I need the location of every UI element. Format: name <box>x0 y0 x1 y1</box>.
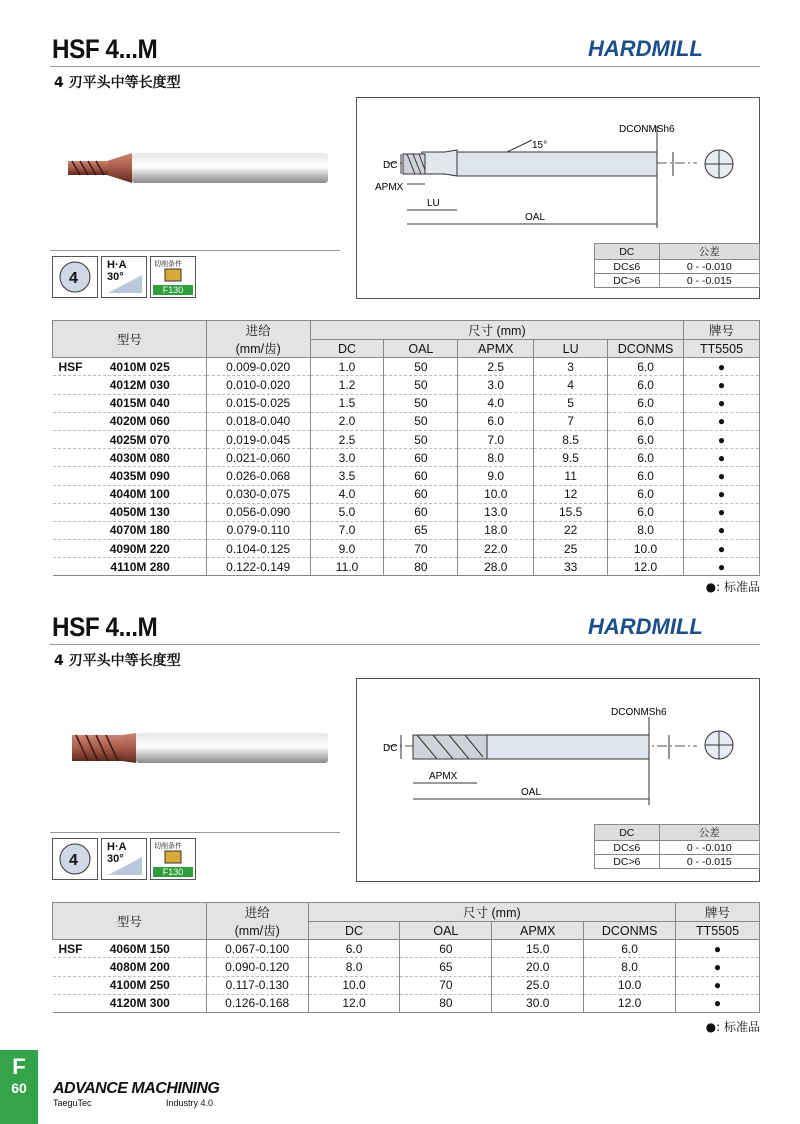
svg-text:OAL: OAL <box>521 787 542 798</box>
table-cell: 5 <box>534 394 608 412</box>
table-cell: 3.0 <box>310 449 384 467</box>
model-cell: 4110M 280 <box>53 558 207 576</box>
table-cell: 9.0 <box>310 540 384 558</box>
table-cell: ● <box>684 376 760 394</box>
table-cell: 10.0 <box>608 540 684 558</box>
table-cell: 22.0 <box>458 540 534 558</box>
table-cell: 3 <box>534 358 608 376</box>
table-cell: ● <box>684 521 760 539</box>
table-cell: 12.0 <box>584 994 676 1012</box>
table-cell: 8.5 <box>534 430 608 448</box>
svg-text:DCONMSh6: DCONMSh6 <box>611 707 667 718</box>
table-cell: 70 <box>384 540 458 558</box>
table-cell: 3.0 <box>458 376 534 394</box>
table-row <box>53 430 760 448</box>
svg-text:LU: LU <box>427 198 440 209</box>
table-cell: 50 <box>384 376 458 394</box>
model-cell: 4040M 100 <box>53 485 207 503</box>
table-cell: 6.0 <box>458 412 534 430</box>
helix-angle-icon-2: H·A 30° <box>101 838 147 880</box>
table-cell: 2.0 <box>310 412 384 430</box>
table-cell: 60 <box>384 467 458 485</box>
svg-text:APMX: APMX <box>375 182 404 193</box>
table-cell: ● <box>684 485 760 503</box>
table-cell: ● <box>684 467 760 485</box>
svg-text:4: 4 <box>69 852 78 869</box>
table-cell: 50 <box>384 358 458 376</box>
table-cell: 11 <box>534 467 608 485</box>
table-cell: 7 <box>534 412 608 430</box>
table-cell: 8.0 <box>308 958 400 976</box>
table-cell: 8.0 <box>458 449 534 467</box>
svg-text:4: 4 <box>69 270 78 287</box>
model-cell: 4030M 080 <box>53 449 207 467</box>
table-cell: 0.117-0.130 <box>206 976 308 994</box>
table-cell: 2.5 <box>458 358 534 376</box>
table-row <box>53 449 760 467</box>
table-row <box>53 503 760 521</box>
table-row <box>53 412 760 430</box>
table-cell: ● <box>684 412 760 430</box>
table-cell: 20.0 <box>492 958 584 976</box>
table-cell: ● <box>684 430 760 448</box>
table-cell: 3.5 <box>310 467 384 485</box>
table-cell: 0.026-0.068 <box>206 467 310 485</box>
model-cell: 4090M 220 <box>53 540 207 558</box>
table-cell: 50 <box>384 430 458 448</box>
table-cell: 12.0 <box>308 994 400 1012</box>
table-row <box>53 467 760 485</box>
section1-title: HSF 4...M <box>52 34 158 64</box>
svg-text:HARDMILL: HARDMILL <box>588 36 703 61</box>
table-cell: 11.0 <box>310 558 384 576</box>
section-tab: F 60 <box>0 1050 38 1124</box>
table-cell: ● <box>684 358 760 376</box>
table-row <box>53 558 760 576</box>
table-row <box>53 376 760 394</box>
table-row <box>53 540 760 558</box>
table-cell: 4.0 <box>458 394 534 412</box>
model-cell: 4100M 250 <box>53 976 207 994</box>
table-cell: 9.0 <box>458 467 534 485</box>
header-rule <box>50 66 760 67</box>
spec-table-2: 型号 进给 (mm/齿) 尺寸 (mm) 牌号 DC OAL APMX DCONMS TT5505 HSF 4060M 150 0.067-0.100 6.0 60 15.0 6.0 ● 4080M 200 0.090-0.120 8.0 65 20.0 8.0 ● 4100M 250 0.117-0.130 10.0 70 25.0 10.0 ● 4120M 300 0.126-0.168 12.0 80 30.0 12.0 ● <box>52 902 760 1013</box>
table-cell: 70 <box>400 976 492 994</box>
table-cell: 7.0 <box>458 430 534 448</box>
table-cell: ● <box>676 958 760 976</box>
table-cell: 22 <box>534 521 608 539</box>
table-cell: 6.0 <box>608 358 684 376</box>
table-cell: 28.0 <box>458 558 534 576</box>
helix-angle-icon: H·A 30° <box>101 256 147 298</box>
table-cell: ● <box>684 540 760 558</box>
hardmill-logo <box>588 32 763 64</box>
table-row <box>53 958 760 976</box>
table-cell: 5.0 <box>310 503 384 521</box>
table-cell: 50 <box>384 394 458 412</box>
table-cell: 10.0 <box>458 485 534 503</box>
table-cell: 0.030-0.075 <box>206 485 310 503</box>
table-cell: 33 <box>534 558 608 576</box>
table-cell: 15.5 <box>534 503 608 521</box>
table-cell: 6.0 <box>608 503 684 521</box>
cutting-condition-icon: 切削条件 F130 <box>150 256 196 298</box>
table-row <box>53 394 760 412</box>
table-cell: 6.0 <box>608 430 684 448</box>
table-cell: 4 <box>534 376 608 394</box>
legend-note-1: ●: 标准品 <box>705 580 760 594</box>
spec-table-1: 型号 进给 (mm/齿) 尺寸 (mm) 牌号 DC OAL APMX LU DCONMS TT5505 HSF 4010M 025 0.009-0.020 1.0 50 2.5 3 6.0 ● 4012M 030 0.010-0.020 1.2 50 3.0 4 6.0 ● 4015M 040 0.015-0.025 1.5 50 4.0 5 6.0 ● 4020M 060 0.018-0.040 2.0 50 6.0 7 6.0 ● 4025M 070 0.019-0.045 2.5 50 7.0 8.5 6.0 ● 4030M 080 0.021-0.060 3.0 60 8.0 9.5 6.0 ● 4035M 090 0.026-0.068 3.5 60 9.0 11 6.0 ● 4040M 100 0.030-0.075 4.0 60 10.0 12 6.0 ● 4050M 130 0.056-0.090 5.0 60 13.0 15.5 6.0 ● 4070M 180 0.079-0.110 7.0 65 18.0 22 8.0 ● 4090M 220 0.104-0.125 9.0 70 22.0 25 10.0 ● 4110M 280 0.122-0.149 11.0 80 28.0 33 12.0 ● <box>52 320 760 576</box>
tool-image-2 <box>62 730 332 766</box>
table-cell: 1.5 <box>310 394 384 412</box>
table-cell: ● <box>684 558 760 576</box>
table-cell: 60 <box>384 485 458 503</box>
table-cell: 0.015-0.025 <box>206 394 310 412</box>
table-cell: ● <box>676 976 760 994</box>
table-cell: ● <box>684 503 760 521</box>
model-cell: 4012M 030 <box>53 376 207 394</box>
table-cell: 0.104-0.125 <box>206 540 310 558</box>
table-cell: 1.2 <box>310 376 384 394</box>
table-cell: 1.0 <box>310 358 384 376</box>
table-cell: 25 <box>534 540 608 558</box>
table-cell: 6.0 <box>608 412 684 430</box>
table-cell: 65 <box>384 521 458 539</box>
flute-count-icon <box>52 256 98 298</box>
table-row <box>53 521 760 539</box>
table-cell: 9.5 <box>534 449 608 467</box>
tolerance-table-2: DC 公差 DC≤6 0 - -0.010 DC>6 0 - -0.015 <box>594 824 760 869</box>
table-cell: 4.0 <box>310 485 384 503</box>
table-cell: 6.0 <box>308 940 400 958</box>
table-cell: ● <box>684 449 760 467</box>
table-cell: 15.0 <box>492 940 584 958</box>
table-cell: 0.090-0.120 <box>206 958 308 976</box>
table-cell: 6.0 <box>608 376 684 394</box>
table-cell: 12.0 <box>608 558 684 576</box>
model-cell: 4050M 130 <box>53 503 207 521</box>
table-cell: 8.0 <box>608 521 684 539</box>
table-row <box>53 940 760 958</box>
table-cell: ● <box>676 940 760 958</box>
table-row <box>53 485 760 503</box>
table-cell: 0.021-0.060 <box>206 449 310 467</box>
table-cell: 0.010-0.020 <box>206 376 310 394</box>
table-cell: 65 <box>400 958 492 976</box>
svg-text:DCONMSh6: DCONMSh6 <box>619 124 675 135</box>
advance-machining-logo: ADVANCE MACHINING TaeguTec Industry 4.0 <box>53 1080 220 1108</box>
hardmill-logo-2 <box>588 610 763 642</box>
section2-title: HSF 4...M <box>52 612 158 642</box>
model-cell: 4015M 040 <box>53 394 207 412</box>
table-cell: 0.079-0.110 <box>206 521 310 539</box>
model-cell: 4070M 180 <box>53 521 207 539</box>
legend-note-2: ●: 标准品 <box>705 1020 760 1034</box>
table-cell: 6.0 <box>608 449 684 467</box>
table-cell: ● <box>676 994 760 1012</box>
model-cell: 4020M 060 <box>53 412 207 430</box>
table-cell: ● <box>684 394 760 412</box>
table-cell: 0.019-0.045 <box>206 430 310 448</box>
table-row <box>53 994 760 1012</box>
table-cell: 30.0 <box>492 994 584 1012</box>
model-cell: HSF 4060M 150 <box>53 940 207 958</box>
section2-subtitle: 4 刃平头中等长度型 <box>54 653 181 669</box>
table-cell: 25.0 <box>492 976 584 994</box>
table-cell: 0.126-0.168 <box>206 994 308 1012</box>
table-cell: 6.0 <box>584 940 676 958</box>
tolerance-table-1: DC 公差 DC≤6 0 - -0.010 DC>6 0 - -0.015 <box>594 243 760 288</box>
table-cell: 60 <box>400 940 492 958</box>
svg-text:OAL: OAL <box>525 212 546 223</box>
model-cell: 4035M 090 <box>53 467 207 485</box>
cutting-condition-icon-2: 切削条件 F130 <box>150 838 196 880</box>
tool-image-1 <box>62 150 332 186</box>
table-cell: 2.5 <box>310 430 384 448</box>
table-row <box>53 976 760 994</box>
table-cell: 80 <box>384 558 458 576</box>
table-cell: 10.0 <box>308 976 400 994</box>
table-cell: 0.009-0.020 <box>206 358 310 376</box>
table-cell: 0.067-0.100 <box>206 940 308 958</box>
table-cell: 60 <box>384 503 458 521</box>
table-cell: 8.0 <box>584 958 676 976</box>
table-cell: 12 <box>534 485 608 503</box>
table-cell: 7.0 <box>310 521 384 539</box>
table-cell: 0.122-0.149 <box>206 558 310 576</box>
section1-subtitle: 4 刃平头中等长度型 <box>54 75 181 91</box>
model-cell: 4025M 070 <box>53 430 207 448</box>
table-cell: 6.0 <box>608 394 684 412</box>
svg-text:15°: 15° <box>532 140 548 151</box>
table-cell: 13.0 <box>458 503 534 521</box>
model-cell: HSF 4010M 025 <box>53 358 207 376</box>
model-cell: 4120M 300 <box>53 994 207 1012</box>
model-cell: 4080M 200 <box>53 958 207 976</box>
table-cell: 60 <box>384 449 458 467</box>
table-cell: 18.0 <box>458 521 534 539</box>
table-cell: 80 <box>400 994 492 1012</box>
table-row <box>53 358 760 376</box>
table-cell: 50 <box>384 412 458 430</box>
table-cell: 10.0 <box>584 976 676 994</box>
table-cell: 6.0 <box>608 467 684 485</box>
table-cell: 0.018-0.040 <box>206 412 310 430</box>
flute-count-icon-2 <box>52 838 98 880</box>
svg-text:HARDMILL: HARDMILL <box>588 614 703 639</box>
svg-text:APMX: APMX <box>429 771 458 782</box>
table-cell: 6.0 <box>608 485 684 503</box>
svg-text:DC: DC <box>383 743 398 754</box>
svg-text:DC: DC <box>383 160 398 171</box>
table-cell: 0.056-0.090 <box>206 503 310 521</box>
